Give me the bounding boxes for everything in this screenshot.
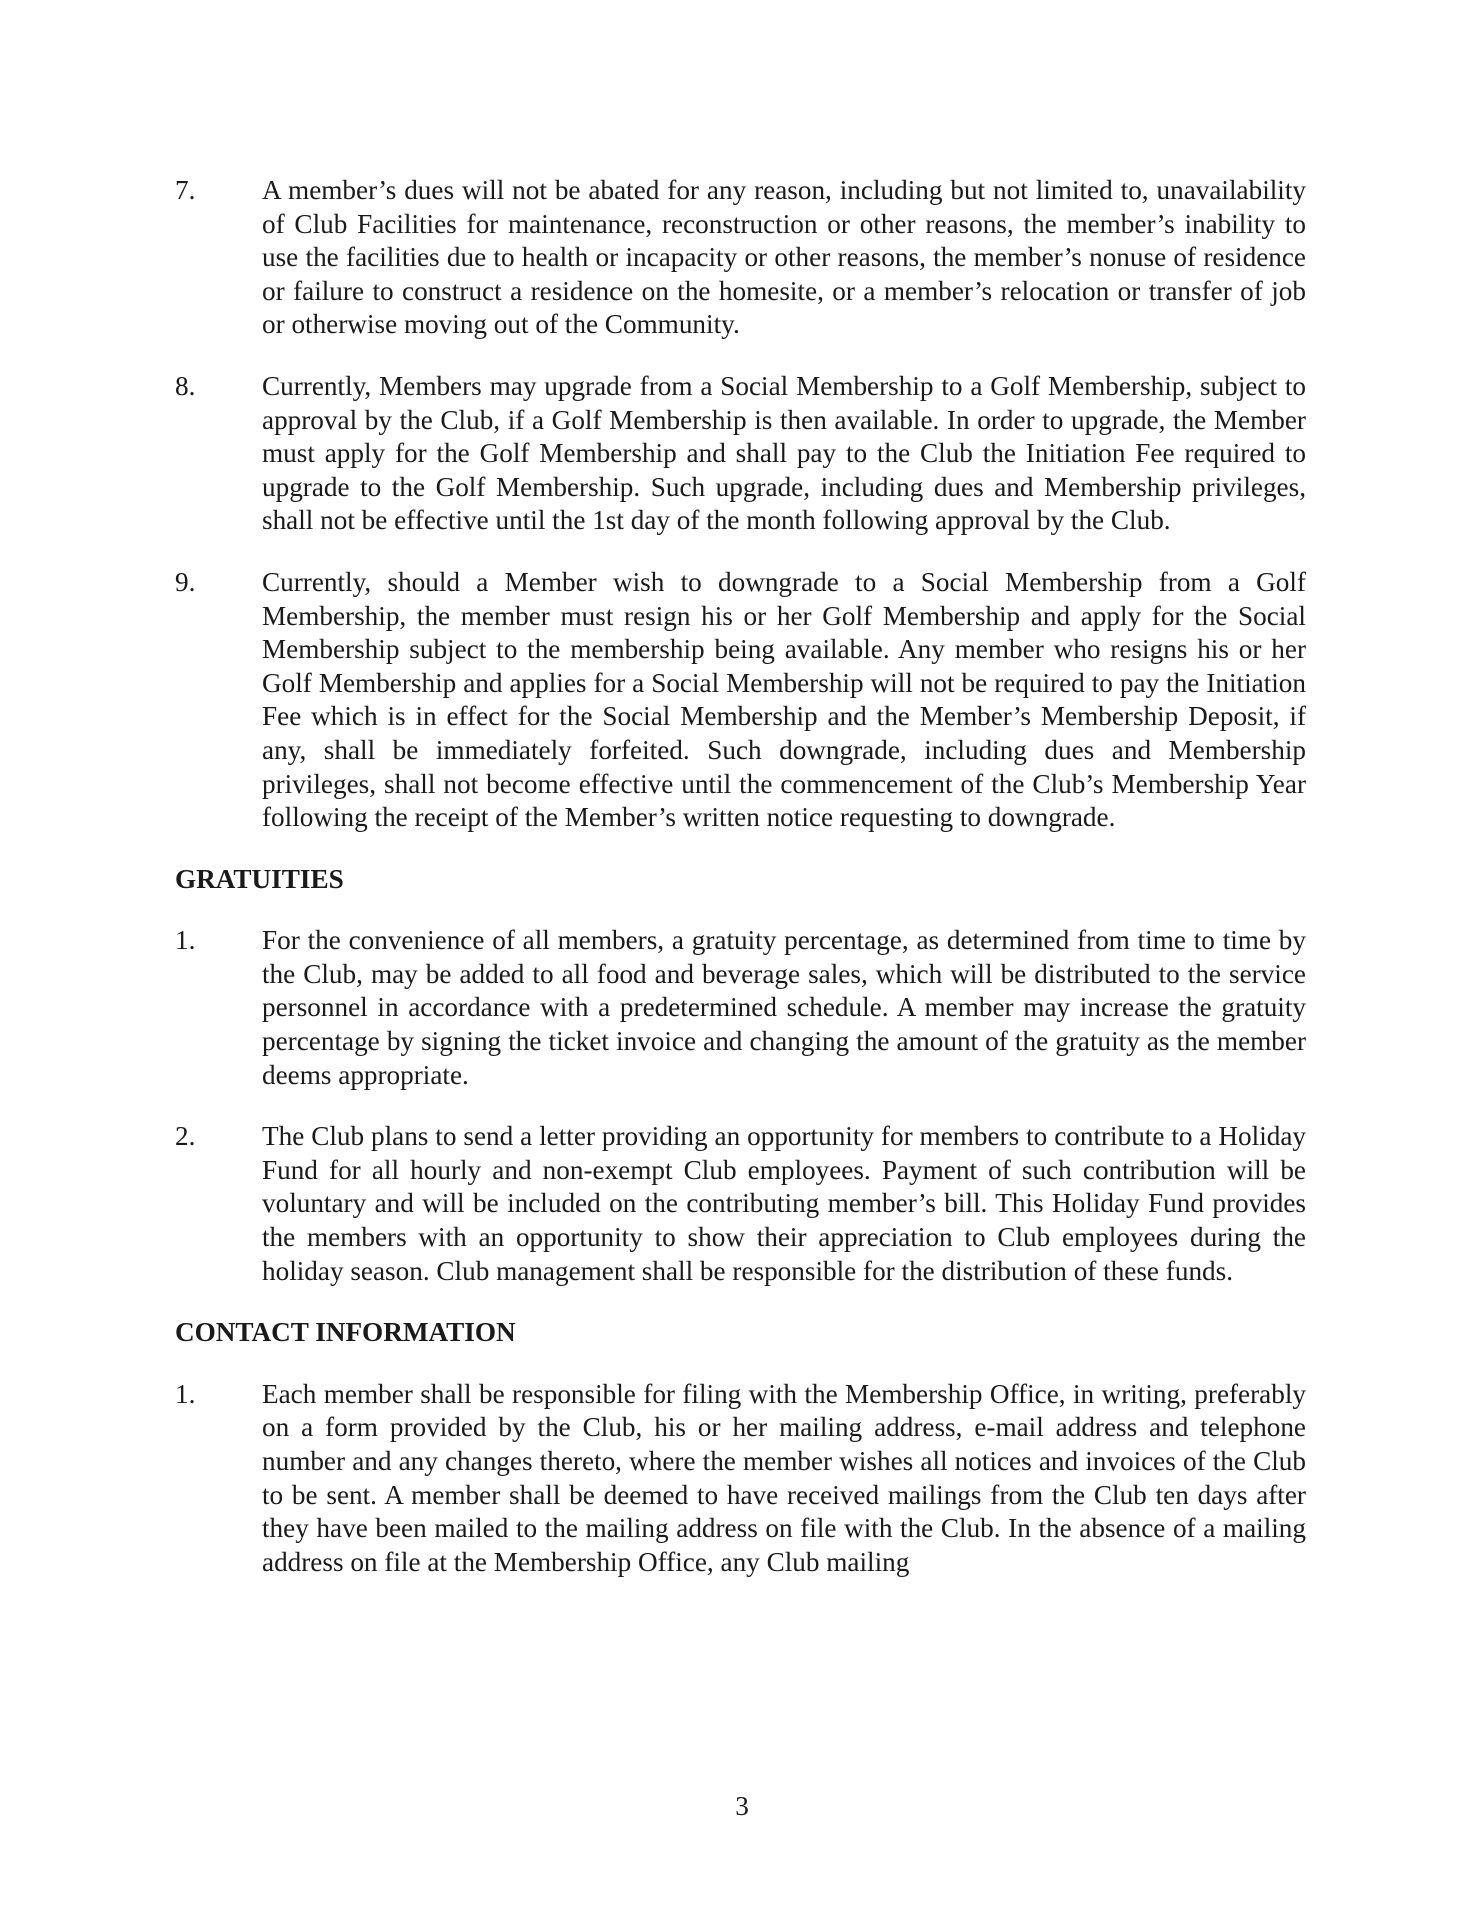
gratuities-item-2 [175, 1120, 1306, 1288]
item-text: Currently, should a Member wish to downgrade to a Social Membership from a Golf Membership, the member must resign his or her Golf Membership and apply for the Social Membership subject to the membership being available. Any member who resigns his or her Golf Membership and applies for a Social Membership will not be required to pay the Initiation Fee which is in effect for the Social Membership and the Member’s Membership Deposit, if any, shall be immediately forfeited. Such downgrade, including dues and Membership privileges, shall not become effective until the commencement of the Club’s Membership Year following the receipt of the Member’s written notice requesting to downgrade. [262, 566, 1306, 833]
item-number: 2. [175, 1121, 196, 1152]
list-item-8 [175, 370, 1306, 538]
item-number: 7. [175, 175, 196, 205]
item-text: The Club plans to send a letter providing an opportunity for members to contribute to a Holiday Fund for all hourly and non-exempt Club employees. Payment of such contribution will be voluntary and will be included on the contributing member’s bill. This Holiday Fund provides the members with an opportunity to show their appreciation to Club employees during the holiday season. Club management shall be responsible for the distribution of these funds. [262, 1121, 1306, 1286]
contact-item-1 [175, 1378, 1306, 1580]
item-number: 8. [175, 370, 196, 401]
page-number: 3 [735, 1791, 749, 1821]
item-text: Currently, Members may upgrade from a Social Membership to a Golf Membership, subject to approval by the Club, if a Golf Membership is then available. In order to upgrade, the Member must apply for the Golf Membership and shall pay to the Club the Initiation Fee required to upgrade to the Golf Membership. Such upgrade, including dues and Membership privileges, shall not be effective until the 1st day of the month following approval by the Club. [262, 370, 1306, 536]
item-text: A member’s dues will not be abated for any reason, including but not limited to, unavailability of Club Facilities for maintenance, reconstruction or other reasons, the member’s inability to use the facilities due to health or incapacity or other reasons, the member’s nonuse of residence or failure to construct a residence on the homesite, or a member’s relocation or transfer of job or otherwise moving out of the Community. [262, 175, 1306, 340]
item-number: 9. [175, 566, 196, 597]
item-number: 1. [175, 925, 196, 956]
list-item-9 [175, 566, 1306, 835]
gratuities-heading: GRATUITIES [175, 863, 344, 894]
item-number: 1. [175, 1378, 196, 1409]
page-content [175, 174, 1306, 1607]
contact-information-heading: CONTACT INFORMATION [175, 1317, 516, 1348]
item-text: Each member shall be responsible for filing with the Membership Office, in writing, preferably on a form provided by the Club, his or her mailing address, e-mail address and telephone number and any changes thereto, where the member wishes all notices and invoices of the Club to be sent. A member shall be deemed to have received mailings from the Club ten days after they have been mailed to the mailing address on file with the Club. In the absence of a mailing address on file at the Membership Office, any Club mailing [262, 1378, 1306, 1577]
list-item-7 [175, 174, 1306, 342]
gratuities-item-1 [175, 924, 1306, 1092]
item-text: For the convenience of all members, a gratuity percentage, as determined from time to time by the Club, may be added to all food and beverage sales, which will be distributed to the service personnel in accordance with a predetermined schedule. A member may increase the gratuity percentage by signing the ticket invoice and changing the amount of the gratuity as the member deems appropriate. [262, 925, 1306, 1090]
